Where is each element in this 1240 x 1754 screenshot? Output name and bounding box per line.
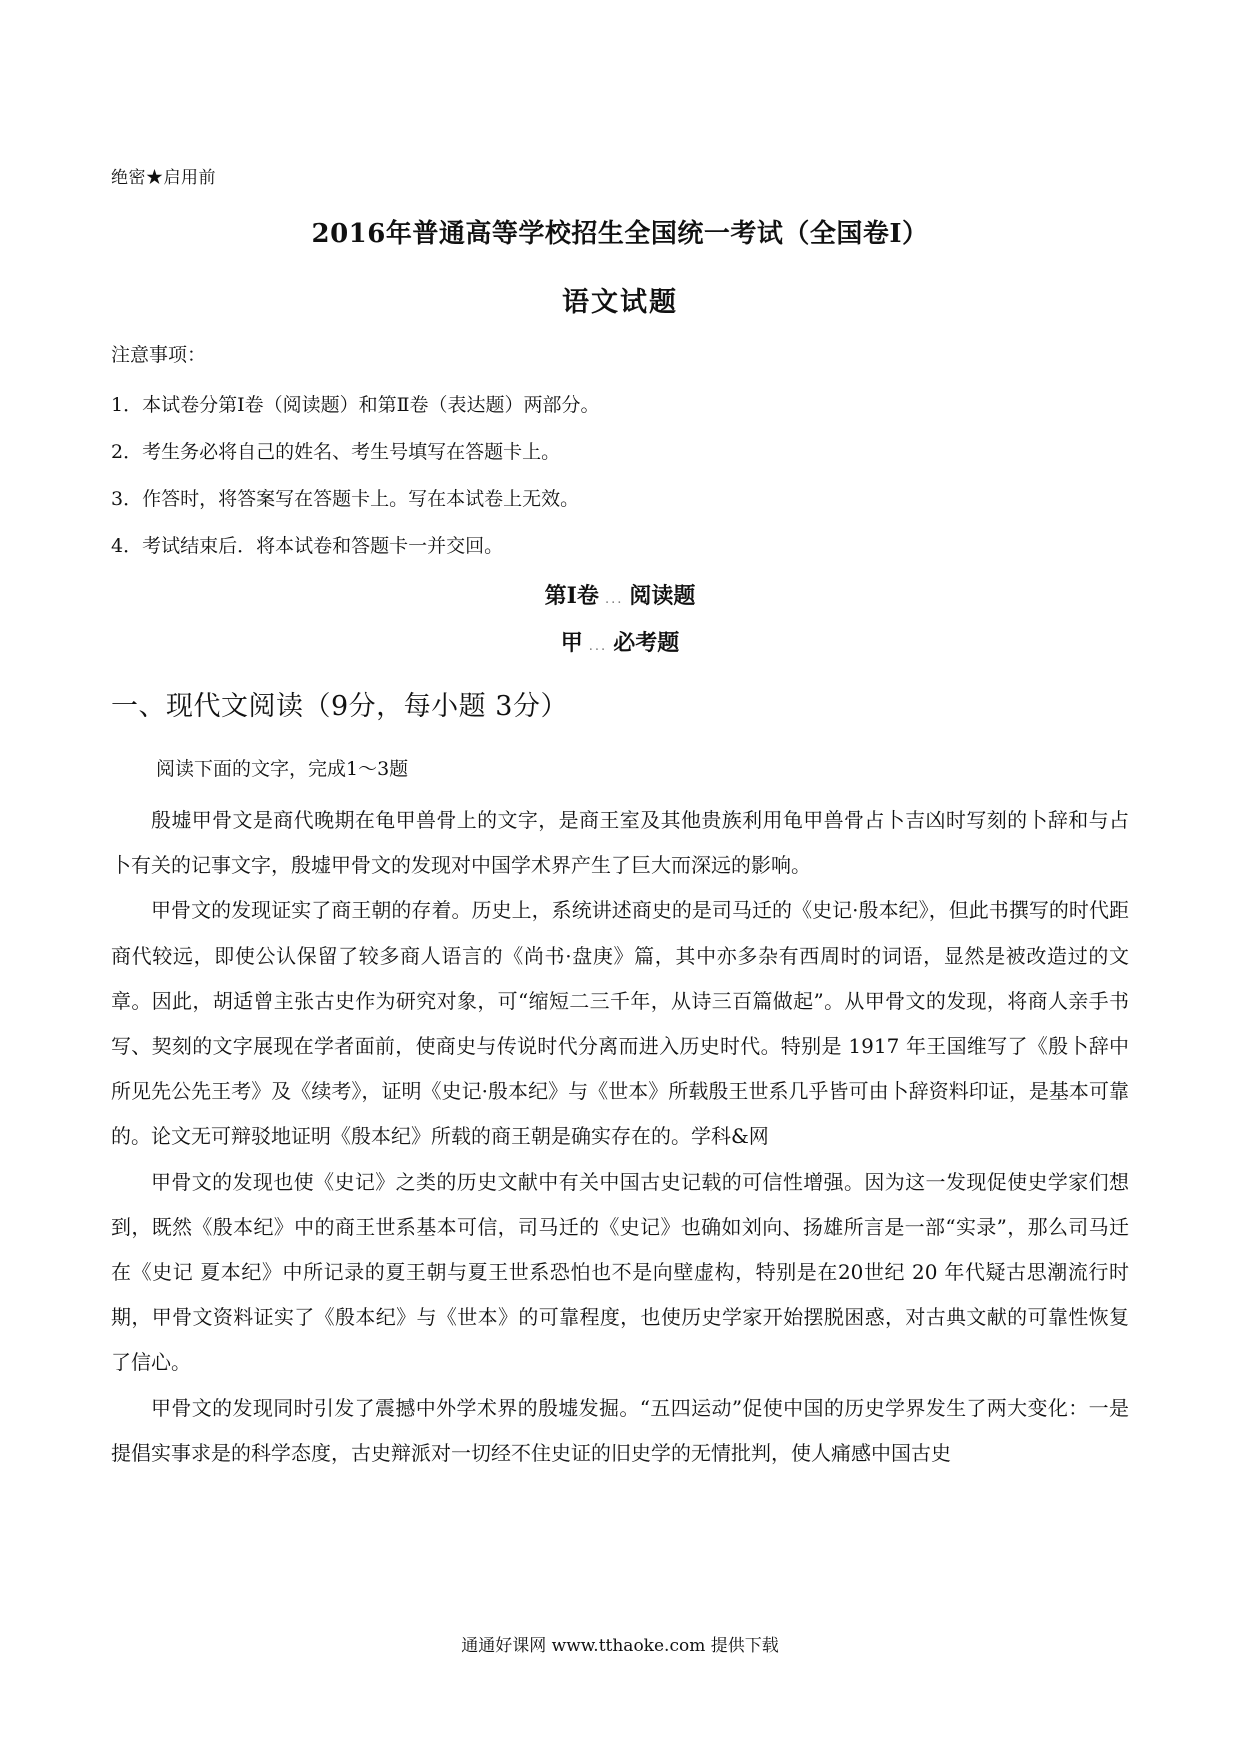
- section-heading: 一、现代文阅读（9分，每小题 3分）: [111, 691, 568, 722]
- exam-title: 2016年普通高等学校招生全国统一考试（全国卷Ⅰ）: [311, 219, 929, 249]
- part-suffix: 阅读题: [629, 583, 696, 609]
- confidential-label: 绝密★启用前: [111, 168, 216, 188]
- passage-paragraph: 甲骨文的发现同时引发了震撼中外学术界的殷墟发掘。“五四运动”促使中国的历史学界发生了两大变化：一是提倡实事求是的科学态度，古史辩派对一切经不住史证的旧史学的无情批判，使人痛感中国古史: [111, 1395, 1129, 1465]
- notice-item: 1．本试卷分第Ⅰ卷（阅读题）和第Ⅱ卷（表达题）两部分。: [111, 394, 600, 416]
- notice-item: 2．考生务必将自己的姓名、考生号填写在答题卡上。: [111, 441, 561, 463]
- notice-item: 4．考试结束后．将本试卷和答题卡一并交回。: [111, 535, 504, 557]
- dots-divider: ...: [604, 592, 624, 607]
- page-footer: 通通好课网 www.tthaoke.com 提供下载: [461, 1636, 779, 1656]
- passage-paragraph: 殷墟甲骨文是商代晚期在龟甲兽骨上的文字，是商王室及其他贵族利用龟甲兽骨占卜吉凶时写刻的卜辞和与占卜有关的记事文字，殷墟甲骨文的发现对中国学术界产生了巨大而深远的影响。: [111, 808, 1129, 878]
- part-heading: [0, 579, 1240, 610]
- reading-passage: [111, 798, 1129, 1476]
- subject-title: 语文试题: [562, 287, 678, 318]
- dots-divider: ...: [588, 639, 608, 654]
- sub-part-heading: [0, 626, 1240, 657]
- passage-paragraph: 甲骨文的发现也使《史记》之类的历史文献中有关中国古史记载的可信性增强。因为这一发现促使史学家们想到，既然《殷本纪》中的商王世系基本可信，司马迁的《史记》也确如刘向、扬雄所言是一部“实录”，那么司马迁在《史记 夏本纪》中所记录的夏王朝与夏王世系恐怕也不是向壁虚构，特别是在20世纪 20 年代疑古思潮流行时期，甲骨文资料证实了《殷本纪》与《世本》的可靠程度，也使历史学家开始摆脱困惑，对古典文献的可靠性恢复了信心。: [111, 1169, 1129, 1375]
- notice-heading: 注意事项：: [111, 344, 207, 366]
- passage-paragraph: 甲骨文的发现证实了商王朝的存着。历史上，系统讲述商史的是司马迁的《史记·殷本纪》，但此书撰写的时代距商代较远，即使公认保留了较多商人语言的《尚书·盘庚》篇，其中亦多杂有西周时的词语，显然是被改造过的文章。因此，胡适曾主张古史作为研究对象，可“缩短二三千年，从诗三百篇做起”。从甲骨文的发现，将商人亲手书写、契刻的文字展现在学者面前，使商史与传说时代分离而进入历史时代。特别是 1917 年王国维写了《殷卜辞中所见先公先王考》及《续考》，证明《史记·殷本纪》与《世本》所载殷王世系几乎皆可由卜辞资料印证，是基本可靠的。论文无可辩驳地证明《殷本纪》所载的商王朝是确实存在的。学科&网: [111, 898, 1129, 1149]
- sub-part-suffix: 必考题: [613, 630, 680, 656]
- reading-instruction: 阅读下面的文字，完成1～3题: [156, 758, 409, 780]
- notice-item: 3．作答时，将答案写在答题卡上。写在本试卷上无效。: [111, 488, 580, 510]
- notice-list: [111, 382, 600, 570]
- part-prefix: 第Ⅰ卷: [544, 583, 599, 609]
- sub-part-prefix: 甲: [560, 630, 583, 656]
